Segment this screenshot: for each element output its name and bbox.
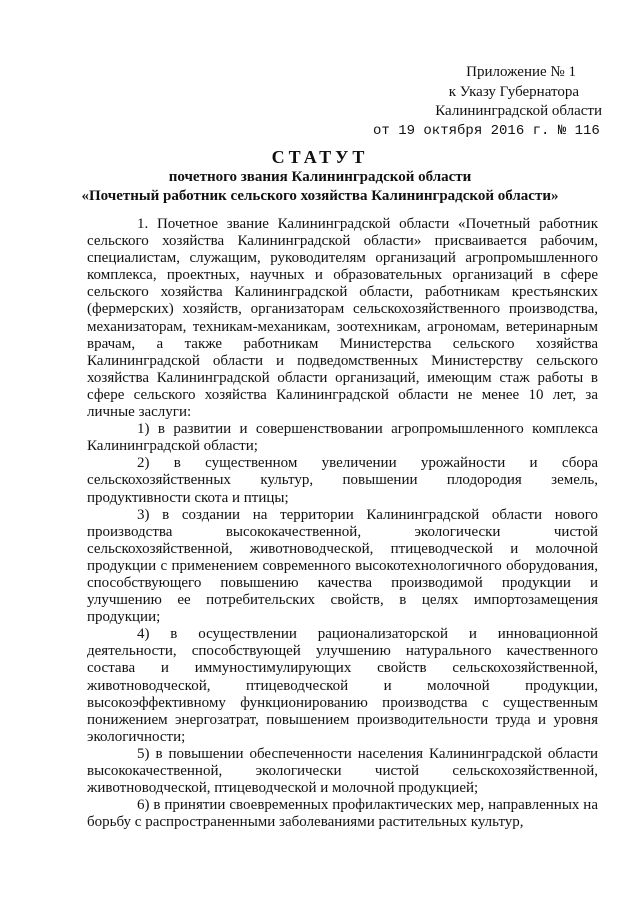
paragraph-item-2: 2) в существенном увеличении урожайности и сбора сельскохозяйственных культур, повышении плодородия земель, продуктивности скота и птицы; [87,455,598,506]
paragraph-item-5: 5) в повышении обеспеченности населения Калининградской области высококачественной, экологически чистой сельскохозяйственной, животноводческой, птицеводческой и молочной продукцией; [87,745,598,797]
document-subtitle-1: почетного звания Калининградской области [168,169,472,185]
appendix-date-number: от 19 октября 2016 г. № 116 [373,122,600,139]
document-subtitle-2: «Почетный работник сельского хозяйства Калининградской области» [81,188,559,204]
document-body [87,216,598,831]
paragraph-item-4: 4) в осуществлении рационализаторской и инновационной деятельности, способствующей улучшению натурального качественного состава и иммуностимулирующих свойств сельскохозяйственной, животноводческой, птицеводческой и молочной продукции, высокоэффективному функционированию производства с существенным понижением энергозатрат, повышением производительности труда и уровня экологичности; [87,626,598,745]
appendix-header [370,63,610,141]
paragraph-1: 1. Почетное звание Калининградской области «Почетный работник сельского хозяйства Калининградской области» присваивается рабочим, специалистам, служащим, руководителям организаций агропромышленного комплекса, проектных, научных и образовательных организаций в сфере сельского хозяйства Калининградской области, работникам крестьянских (фермерских) хозяйств, организаторам сельскохозяйственного производства, механизаторам, техникам-механикам, зоотехникам, агрономам, ветеринарным врачам, а также работникам Министерства сельского хозяйства Калининградской области и подведомственных Министерству сельского хозяйства Калининградской области организаций, имеющим стаж работы в сфере сельского хозяйства Калининградской области не менее 10 лет, за личные заслуги: [87,216,598,421]
paragraph-item-6: 6) в принятии своевременных профилактических мер, направленных на борьбу с распространенными заболеваниями растительных культур, [87,797,598,831]
paragraph-item-3: 3) в создании на территории Калининградской области нового производства высококачественной, экологически чистой сельскохозяйственной, животноводческой, птицеводческой и молочной продукции с применением современного высокотехнологичного оборудования, способствующего повышению качества производимой продукции и улучшению ее потребительских свойств, в целях импортозамещения продукции; [87,506,598,626]
appendix-number: Приложение № 1 [466,64,576,80]
document-title: СТАТУТ [271,147,369,167]
title-block [70,146,570,206]
appendix-region: Калининградской области [435,103,602,119]
appendix-decree-ref: к Указу Губернатора [448,83,579,100]
paragraph-item-1: 1) в развитии и совершенствовании агропромышленного комплекса Калининградской области; [87,421,598,455]
